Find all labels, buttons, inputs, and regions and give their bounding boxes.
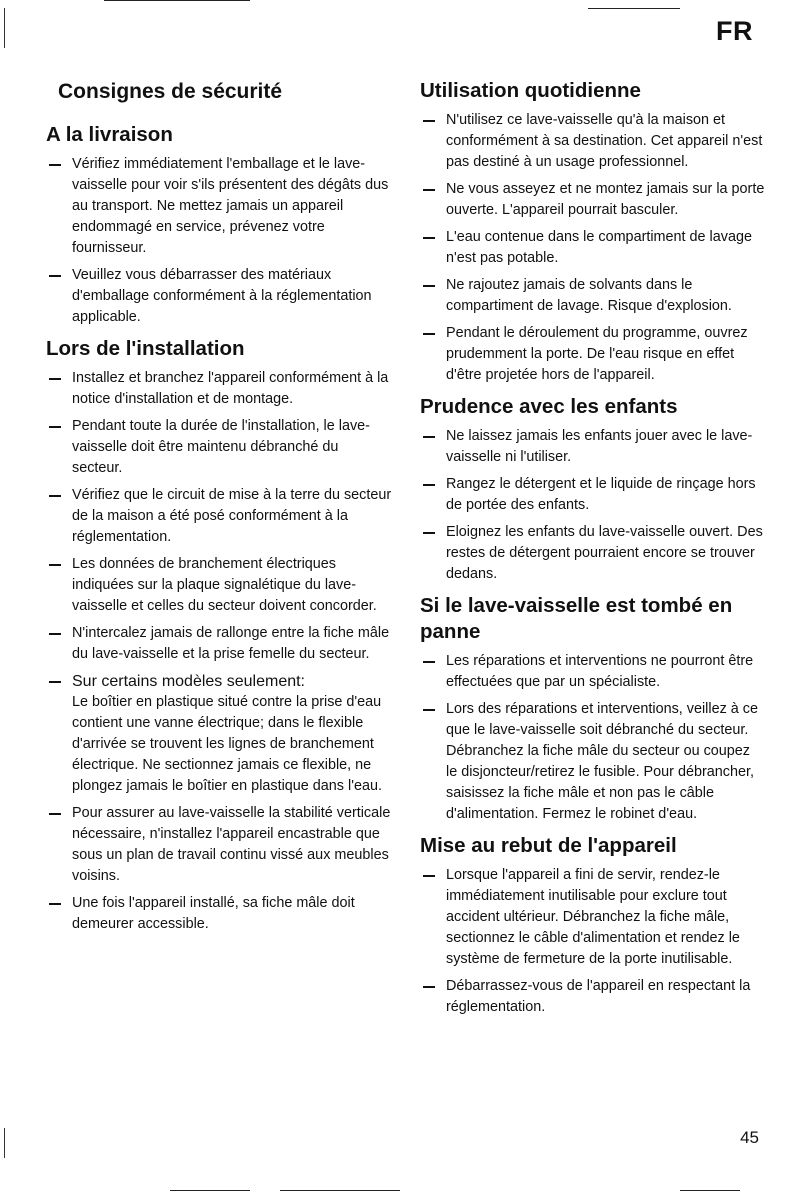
list-item: Eloignez les enfants du lave-vaisselle ouvert. Des restes de détergent pourraient encore se trouver dedans. (420, 522, 765, 585)
left-column (46, 78, 392, 943)
list-item: Installez et branchez l'appareil conformément à la notice d'installation et de montage. (46, 368, 392, 410)
list-item: Débarrassez-vous de l'appareil en respectant la réglementation. (420, 976, 765, 1018)
list-item: N'utilisez ce lave-vaisselle qu'à la maison et conformément à sa destination. Cet appareil n'est pas destiné à un usage professionnel. (420, 110, 765, 173)
scan-artifact-top (104, 0, 250, 1)
scan-artifact-top (588, 8, 680, 9)
list-item: Ne laissez jamais les enfants jouer avec le lave-vaisselle ni l'utiliser. (420, 426, 765, 468)
right-column (420, 78, 765, 1026)
list-item: Pour assurer au lave-vaisselle la stabilité verticale nécessaire, n'installez l'appareil encastrable que sous un plan de travail continu vissé aux meubles voisins. (46, 803, 392, 887)
list-utilisation (420, 110, 765, 386)
list-item: Veuillez vous débarrasser des matériaux d'emballage conformément à la réglementation applicable. (46, 265, 392, 328)
list-item: Les données de branchement électriques indiquées sur la plaque signalétique du lave-vaisselle et celles du secteur doivent concorder. (46, 554, 392, 617)
list-item: Lors des réparations et interventions, veillez à ce que le lave-vaisselle soit débranché du secteur. Débranchez la fiche mâle du secteur ou coupez le disjoncteur/retirez le fusible. Pour débrancher, saisissez la fiche mâle et non pas le câble d'alimentation. Fermez le robinet d'eau. (420, 699, 765, 825)
section-heading-enfants: Prudence avec les enfants (420, 395, 678, 418)
page-title: Consignes de sécurité (58, 80, 283, 103)
list-item: Une fois l'appareil installé, sa fiche mâle doit demeurer accessible. (46, 893, 392, 935)
section-heading-utilisation: Utilisation quotidienne (420, 79, 641, 102)
scan-artifact-bottom (680, 1190, 740, 1191)
list-item: Rangez le détergent et le liquide de rinçage hors de portée des enfants. (420, 474, 765, 516)
list-item: Ne rajoutez jamais de solvants dans le compartiment de lavage. Risque d'explosion. (420, 275, 765, 317)
list-enfants (420, 426, 765, 585)
language-label: FR (716, 16, 753, 46)
list-item: L'eau contenue dans le compartiment de lavage n'est pas potable. (420, 227, 765, 269)
list-item-special (46, 671, 392, 797)
section-heading-installation: Lors de l'installation (46, 337, 245, 360)
list-item: Ne vous asseyez et ne montez jamais sur la porte ouverte. L'appareil pourrait basculer. (420, 179, 765, 221)
scan-artifact-bottom (280, 1190, 400, 1191)
list-item: Les réparations et interventions ne pourront être effectuées que par un spécialiste. (420, 651, 765, 693)
list-item: Pendant toute la durée de l'installation, le lave-vaisselle doit être maintenu débranché du secteur. (46, 416, 392, 479)
list-panne (420, 651, 765, 825)
list-item: N'intercalez jamais de rallonge entre la fiche mâle du lave-vaisselle et la prise femelle du secteur. (46, 623, 392, 665)
special-text: Le boîtier en plastique situé contre la prise d'eau contient une vanne électrique; dans le flexible d'arrivée se trouvent les lignes de branchement électrique. Ne sectionnez jamais ce flexible, ne plongez jamais le boîtier en plastique dans l'eau. (72, 694, 382, 794)
list-installation (46, 368, 392, 935)
list-item: Vérifiez immédiatement l'emballage et le lave-vaisselle pour voir s'ils présentent des dégâts dus au transport. Ne mettez jamais un appareil endommagé en service, prévenez votre fournisseur. (46, 154, 392, 259)
page-number: 45 (740, 1128, 759, 1147)
section-heading-livraison: A la livraison (46, 123, 173, 146)
list-rebut (420, 865, 765, 1018)
list-item: Lorsque l'appareil a fini de servir, rendez-le immédiatement inutilisable pour exclure tout accident ultérieur. Débranchez la fiche mâle, sectionnez le câble d'alimentation et rendez le système de fermeture de la porte inutilisable. (420, 865, 765, 970)
list-livraison (46, 154, 392, 328)
list-item: Vérifiez que le circuit de mise à la terre du secteur de la maison a été posé conformément à la réglementation. (46, 485, 392, 548)
special-heading: Sur certains modèles seulement: (72, 673, 305, 690)
scan-artifact-bottom (170, 1190, 250, 1191)
scan-artifact-left (4, 8, 5, 48)
scan-artifact-left (4, 1128, 5, 1158)
list-item: Pendant le déroulement du programme, ouvrez prudemment la porte. De l'eau risque en effet d'être projetée hors de l'appareil. (420, 323, 765, 386)
section-heading-panne: Si le lave-vaisselle est tombé en panne (420, 594, 733, 643)
section-heading-rebut: Mise au rebut de l'appareil (420, 834, 677, 857)
